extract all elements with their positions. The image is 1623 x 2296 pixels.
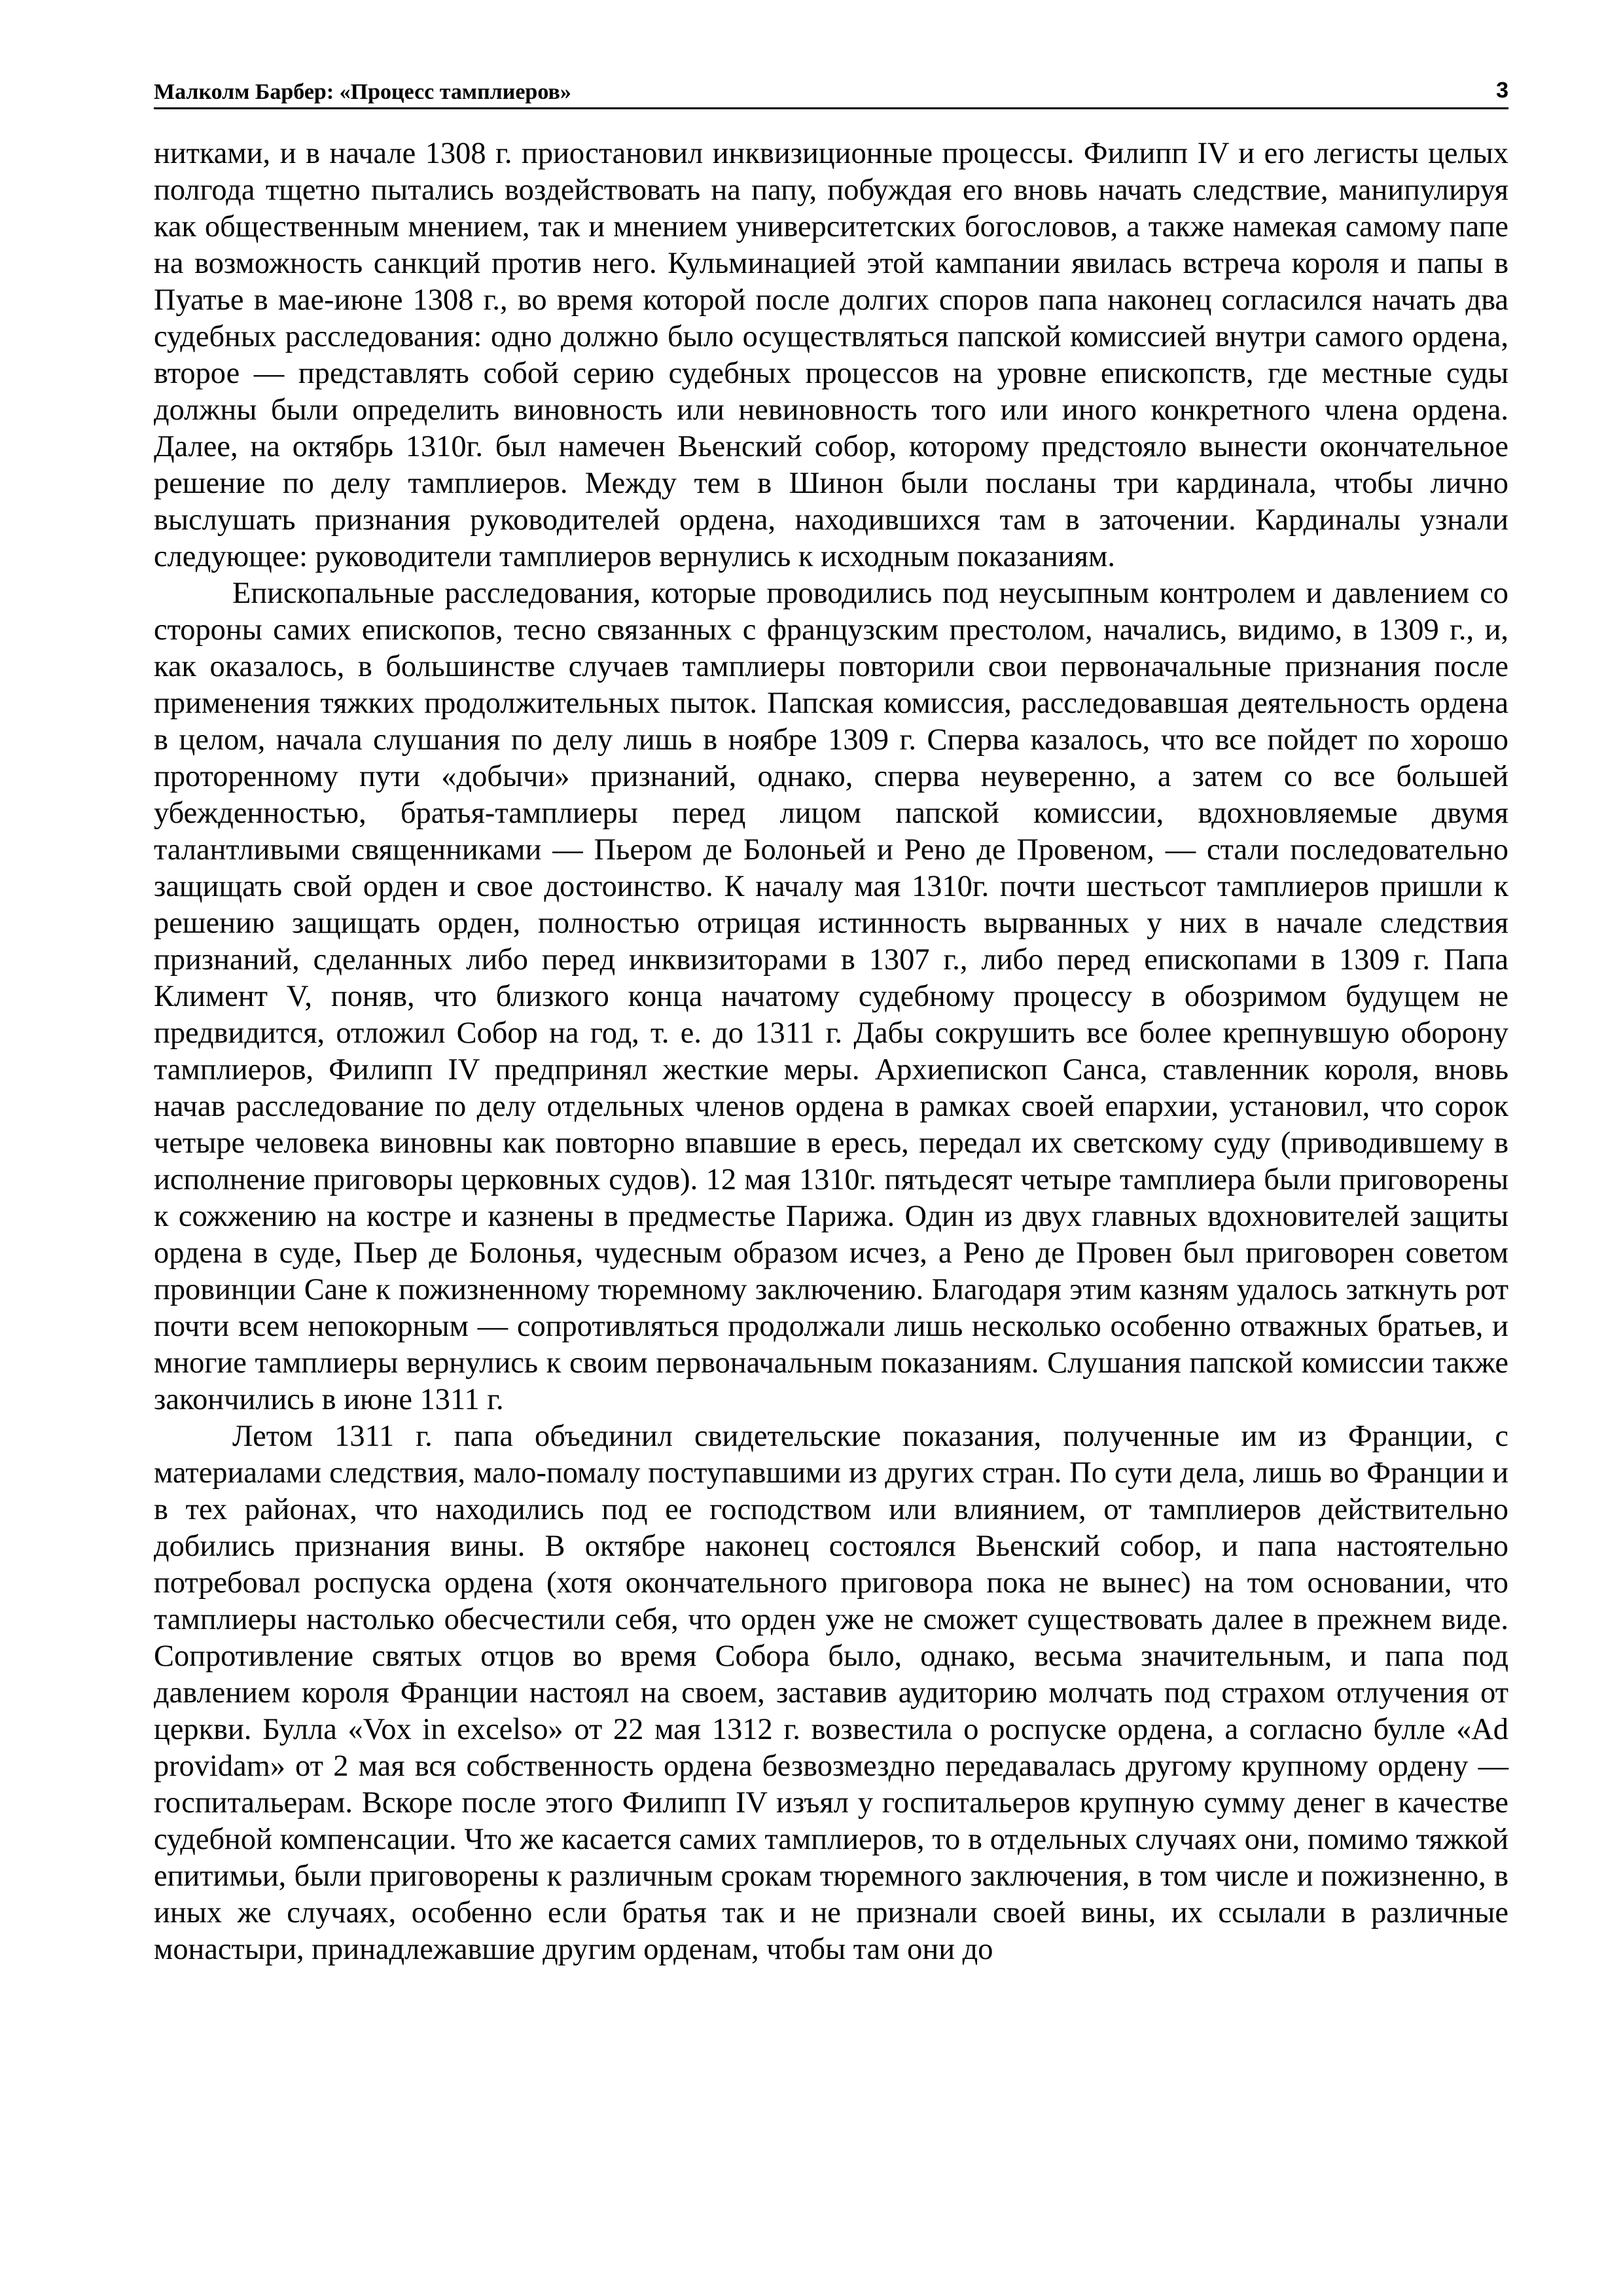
- running-header: [154, 71, 1508, 109]
- paragraph: Летом 1311 г. папа объединил свидетельские показания, полученные им из Франции, с материалами следствия, мало-помалу поступавшими из других стран. По сути дела, лишь во Франции и в тех районах, что находились под ее господством или влиянием, от тамплиеров действительно добились признания вины. В октябре наконец состоялся Вьенский собор, и папа настоятельно потребовал роспуска ордена (хотя окончательного приговора пока не вынес) на том основании, что тамплиеры настолько обесчестили себя, что орден уже не сможет существовать далее в прежнем виде. Сопротивление святых отцов во время Собора было, однако, весьма значительным, и папа под давлением короля Франции настоял на своем, заставив аудиторию молчать под страхом отлучения от церкви. Булла «Vox in excelso» от 22 мая 1312 г. возвестила о роспуске ордена, а согласно булле «Ad providam» от 2 мая вся собственность ордена безвозмездно передавалась другому крупному ордену — госпитальерам. Вскоре после этого Филипп IV изъял у госпитальеров крупную сумму денег в качестве судебной компенсации. Что же касается самих тамплиеров, то в отдельных случаях они, помимо тяжкой епитимьи, были приговорены к различным срокам тюремного заключения, в том числе и пожизненно, в иных же случаях, особенно если братья так и не признали своей вины, их ссылали в различные монастыри, принадлежавшие другим орденам, чтобы там они до: [154, 1420, 1508, 1966]
- header-title: Малколм Барбер: «Процесс тамплиеров»: [154, 80, 571, 104]
- page-number: 3: [1496, 78, 1508, 103]
- body-text: [154, 135, 1508, 1968]
- paragraph: Епископальные расследования, которые проводились под неусыпным контролем и давлением со стороны самих епископов, тесно связанных с французским престолом, начались, видимо, в 1309 г., и, как оказалось, в большинстве случаев тамплиеры повторили свои первоначальные признания после применения тяжких продолжительных пыток. Папская комиссия, расследовавшая деятельность ордена в целом, начала слушания по делу лишь в ноябре 1309 г. Сперва казалось, что все пойдет по хорошо проторенному пути «добычи» признаний, однако, сперва неуверенно, а затем со все большей убежденностью, братья-тамплиеры перед лицом папской комиссии, вдохновляемые двумя талантливыми священниками — Пьером де Болоньей и Рено де Провеном, — стали последовательно защищать свой орден и свое достоинство. К началу мая 1310г. почти шестьсот тамплиеров пришли к решению защищать орден, полностью отрицая истинность вырванных у них в начале следствия признаний, сделанных либо перед инквизиторами в 1307 г., либо перед епископами в 1309 г. Папа Климент V, поняв, что близкого конца начатому судебному процессу в обозримом будущем не предвидится, отложил Собор на год, т. е. до 1311 г. Дабы сокрушить все более крепнувшую оборону тамплиеров, Филипп IV предпринял жесткие меры. Архиепископ Санса, ставленник короля, вновь начав расследование по делу отдельных членов ордена в рамках своей епархии, установил, что сорок четыре человека виновны как повторно впавшие в ересь, передал их светскому суду (приводившему в исполнение приговоры церковных судов). 12 мая 1310г. пятьдесят четыре тамплиера были приговорены к сожжению на костре и казнены в предместье Парижа. Один из двух главных вдохновителей защиты ордена в суде, Пьер де Болонья, чудесным образом исчез, а Рено де Провен был приговорен советом провинции Сане к пожизненному тюремному заключению. Благодаря этим казням удалось заткнуть рот почти всем непокорным — сопротивляться продолжали лишь несколько особенно отважных братьев, и многие тамплиеры вернулись к своим первоначальным показаниям. Слушания папской комиссии также закончились в июне 1311 г.: [154, 577, 1508, 1416]
- paragraph-continuation: нитками, и в начале 1308 г. приостановил инквизиционные процессы. Филипп IV и его легисты целых полгода тщетно пытались воздействовать на папу, побуждая его вновь начать следствие, манипулируя как общественным мнением, так и мнением университетских богословов, а также намекая самому папе на возможность санкций против него. Кульминацией этой кампании явилась встреча короля и папы в Пуатье в мае-июне 1308 г., во время которой после долгих споров папа наконец согласился начать два судебных расследования: одно должно было осуществляться папской комиссией внутри самого ордена, второе — представлять собой серию судебных процессов на уровне епископств, где местные суды должны были определить виновность или невиновность того или иного конкретного члена ордена. Далее, на октябрь 1310г. был намечен Вьенский собор, которому предстояло вынести окончательное решение по делу тамплиеров. Между тем в Шинон были посланы три кардинала, чтобы лично выслушать признания руководителей ордена, находившихся там в заточении. Кардиналы узнали следующее: руководители тамплиеров вернулись к исходным показаниям.: [154, 137, 1508, 573]
